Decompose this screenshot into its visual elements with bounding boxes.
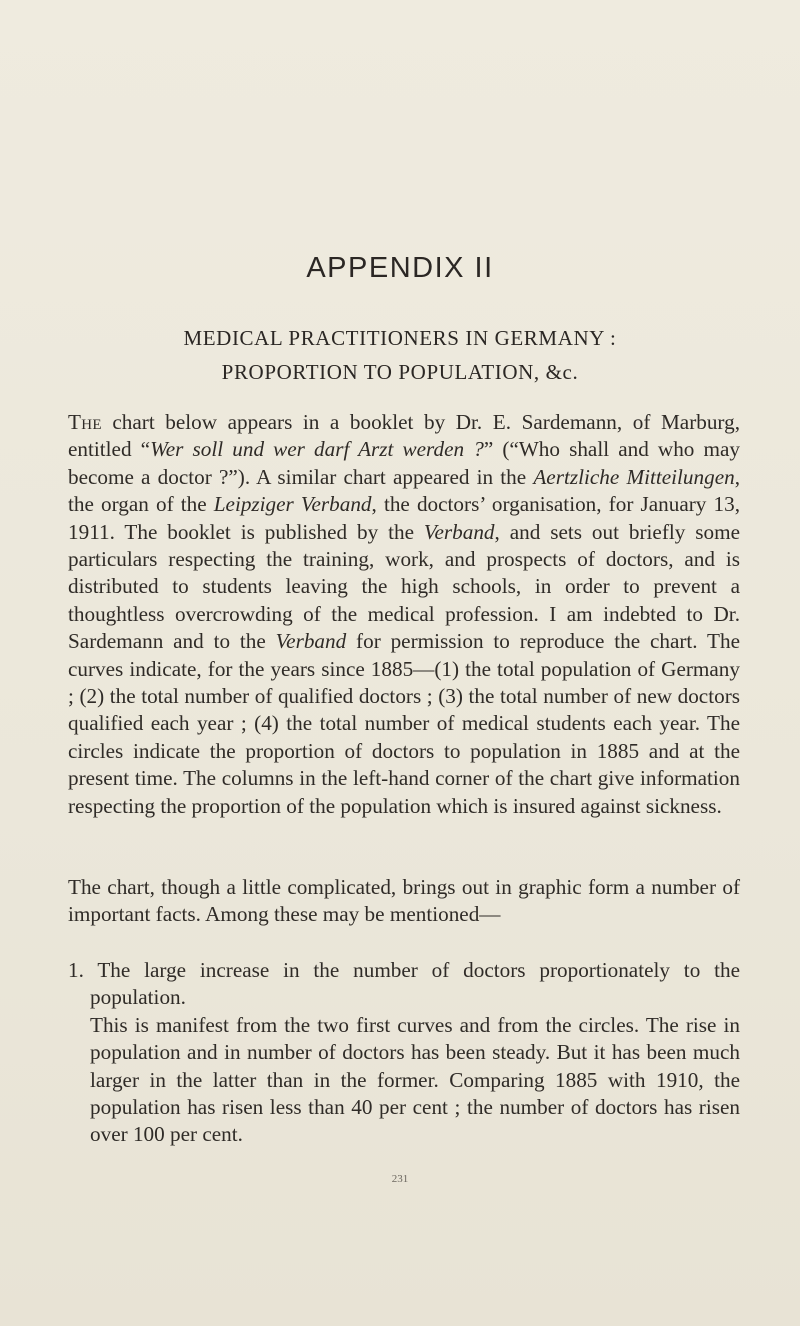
journal-title: Aertzliche Mitteilungen bbox=[533, 464, 735, 489]
list-item bbox=[68, 957, 740, 1012]
section-title-line-1: MEDICAL PRACTITIONERS IN GERMANY : bbox=[183, 326, 617, 350]
organisation-name: Verband bbox=[423, 519, 495, 544]
text-run: , and sets out briefly some particulars respecting the training, work, and prospects of doctors, and is distributed to students leaving the high schools, in order to prevent a thoughtless overcrowding of the medical profession. I am indebted to Dr. Sardemann and to the bbox=[68, 519, 740, 654]
numbered-list bbox=[68, 957, 740, 1149]
list-item-number: 1. bbox=[68, 958, 84, 982]
appendix-heading: APPENDIX II bbox=[306, 252, 494, 284]
text-run: for permission to reproduce the chart. The curves indicate, for the years since 1885—(1) the total population of Germany ; (2) the total number of qualified doctors ; (3) the total number of new doctors qualified each year ; (4) the total number of medical students each year. The circles indicate the proportion of doctors to population in 1885 and at the present time. The columns in the left-hand corner of the chart give information respecting the proportion of the population which is insured against sickness. bbox=[68, 629, 740, 818]
text-run: , the organ of the bbox=[68, 464, 741, 517]
second-paragraph bbox=[68, 874, 740, 929]
list-item-text: The large increase in the number of doctors proportionately to the population. bbox=[83, 958, 740, 1010]
second-paragraph-text: The chart, though a little complicated, brings out in graphic form a number of important facts. Among these may be mentioned— bbox=[68, 875, 740, 927]
text-run: ” (“Who shall and who may become a doctor ?”). A similar chart appeared in the bbox=[68, 437, 740, 489]
text-run: , the doctors’ organisation, for January 13, 1911. The booklet is published by the bbox=[68, 492, 740, 544]
text-run: chart below appears in a booklet by Dr. E. Sardemann, of Marburg, entitled “ bbox=[68, 410, 740, 462]
list-item-detail: This is manifest from the two first curves and from the circles. The rise in population and in number of doctors has been steady. But it has been much larger in the latter than in the former. Comparing 1885 with 1910, the population has risen less than 40 per cent ; the number of doctors has risen over 100 per cent. bbox=[90, 1012, 740, 1147]
organisation-name: Verband bbox=[275, 629, 347, 654]
booklet-title: Wer soll und wer darf Arzt werden ? bbox=[150, 437, 484, 462]
page-number: 231 bbox=[391, 1173, 409, 1185]
organisation-name: Leipziger Verband bbox=[213, 492, 372, 517]
paragraph-lead-word: The bbox=[68, 410, 102, 434]
section-title-line-2: PROPORTION TO POPULATION, &c. bbox=[221, 360, 579, 384]
intro-paragraph bbox=[68, 409, 740, 820]
